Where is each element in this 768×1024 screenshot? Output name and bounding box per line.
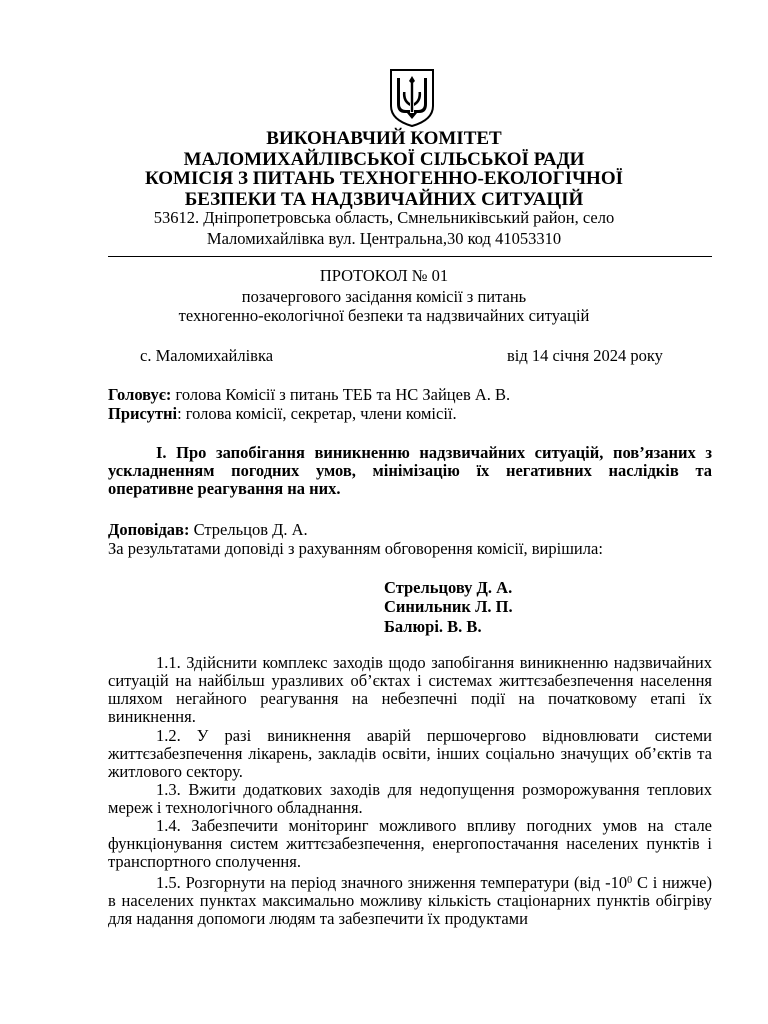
decision-item-1-4: 1.4. Забезпечити моніторинг можливого впливу погодних умов на стале функціонування систем життєзабезпечення, енергопостачання населених пунктів і транспортного сполучення. bbox=[108, 816, 712, 871]
address-line: 53612. Дніпропетровська область, Смнельниківський район, село bbox=[153, 208, 615, 227]
decision-intro: За результатами доповіді з рахуванням обговорення комісії, вирішила: bbox=[108, 539, 603, 558]
item-1-5-text-cont: С і нижче) в населених пунктах максимально можливу кількість стаціонарних пунктів обігріву для надання допомоги людям та забезпечити їх продуктами bbox=[108, 873, 712, 928]
decision-item-1-1: 1.1. Здійснити комплекс заходів щодо запобігання виникненню надзвичайних ситуацій на найбільш уразливих об’єктах і системах життєзабезпечення населення шляхом негайного реагування на небезпечні події на початковому етапі їх виникнення. bbox=[108, 653, 712, 726]
chair-text: голова Комісії з питань ТЕБ та НС Зайцев А. В. bbox=[171, 385, 511, 404]
reporter-label: Доповідав: bbox=[108, 520, 190, 539]
committee-title: ВИКОНАВЧИЙ КОМІТЕТ bbox=[266, 128, 502, 149]
decision-item-1-2: 1.2. У разі виникнення аварій першочергово відновлювати системи життєзабезпечення лікарень, закладів освіти, інших соціально значущих об’єктів та житлового сектору. bbox=[108, 726, 712, 781]
commission-title-cont: БЕЗПЕКИ ТА НАДЗВИЧАЙНИХ СИТУАЦІЙ bbox=[184, 189, 584, 210]
present-line bbox=[108, 404, 457, 424]
decision-item-1-5 bbox=[108, 874, 712, 928]
section-heading: І. Про запобігання виникненню надзвичайних ситуацій, пов’язаних з ускладненням погодних умов, мінімізацію їх негативних наслідків та оперативне реагування на них. bbox=[108, 443, 712, 498]
protocol-title: ПРОТОКОЛ № 01 bbox=[319, 266, 449, 285]
address-line-code: Маломихайлівка вул. Центральна,30 код 41053310 bbox=[206, 229, 562, 248]
assigned-person: Стрельцову Д. А. bbox=[384, 578, 513, 597]
chair-label: Головує: bbox=[108, 385, 172, 404]
commission-title: КОМІСІЯ З ПИТАНЬ ТЕХНОГЕННО-ЕКОЛОГІЧНОЇ bbox=[144, 168, 624, 189]
assigned-person: Синильник Л. П. bbox=[384, 597, 513, 616]
council-title: МАЛОМИХАЙЛІВСЬКОЇ СІЛЬСЬКОЇ РАДИ bbox=[183, 149, 585, 170]
reporter-line bbox=[108, 520, 308, 540]
reporter-text: Стрельцов Д. А. bbox=[189, 520, 308, 539]
assigned-person: Балюрі. В. В. bbox=[384, 617, 482, 636]
header-divider bbox=[108, 256, 712, 257]
meeting-date: від 14 січня 2024 року bbox=[507, 346, 663, 365]
item-1-5-text: 1.5. Розгорнути на період значного зниження температури (від -10 bbox=[156, 873, 628, 892]
decision-item-1-3: 1.3. Вжити додаткових заходів для недопущення розморожування теплових мереж і технологічного обладнання. bbox=[108, 780, 712, 817]
present-text: : голова комісії, секретар, члени комісії. bbox=[177, 404, 457, 423]
protocol-subtitle: позачергового засідання комісії з питань bbox=[241, 287, 527, 306]
present-label: Присутні bbox=[108, 404, 178, 423]
trident-coat-of-arms-icon bbox=[388, 68, 436, 128]
degree-superscript: 0 bbox=[627, 875, 633, 886]
protocol-subtitle-cont: техногенно-екологічної безпеки та надзвичайних ситуацій bbox=[178, 306, 590, 325]
chair-line bbox=[108, 385, 510, 405]
meeting-place: с. Маломихайлівка bbox=[140, 346, 274, 365]
